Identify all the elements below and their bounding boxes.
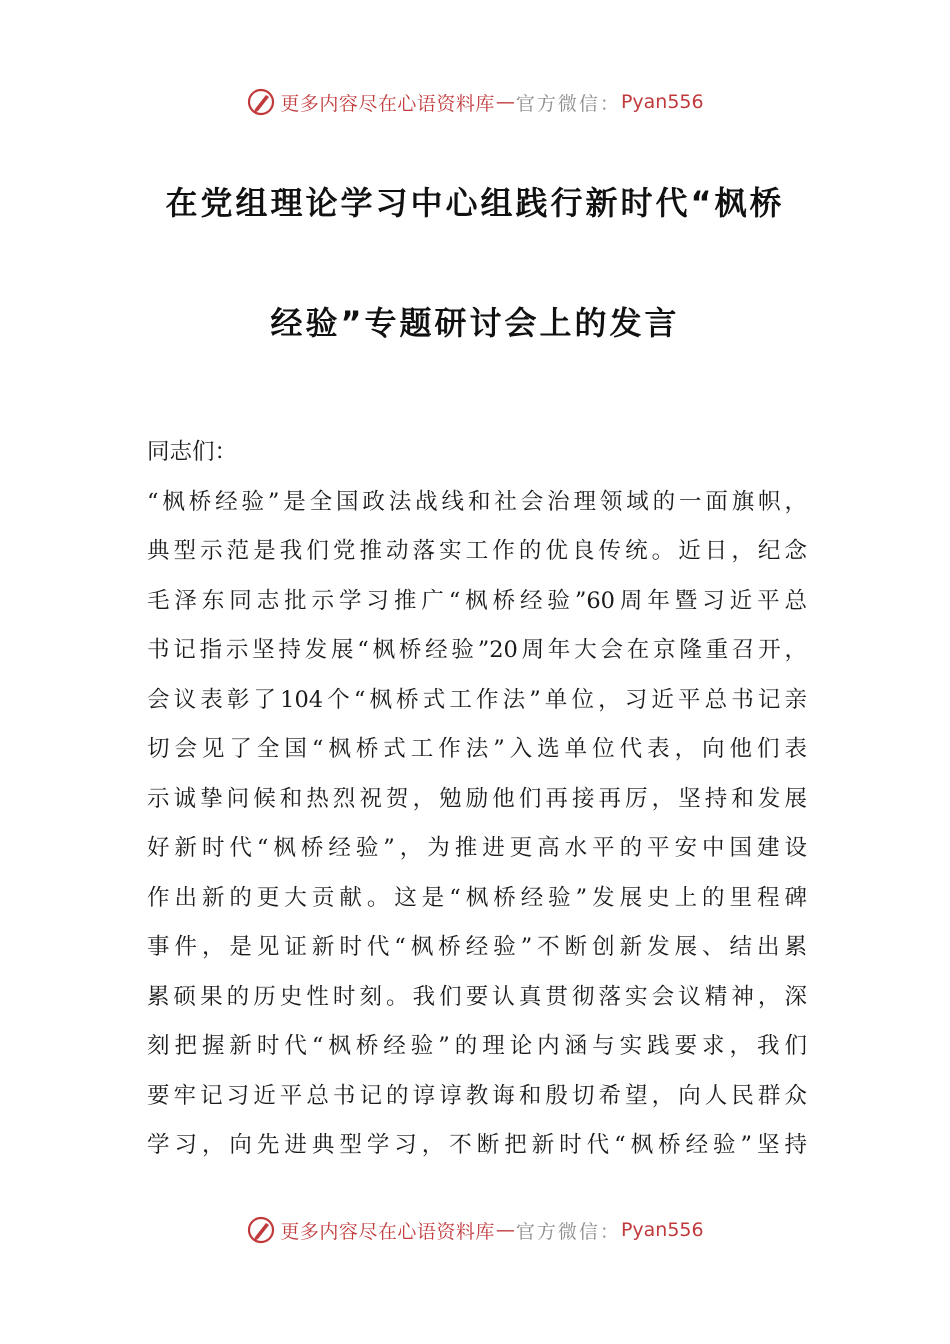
body-line: 事件，是见证新时代“枫桥经验”不断创新发展、结出累 <box>147 934 807 960</box>
body-line: 典型示范是我们党推动落实工作的优良传统。近日，纪念 <box>147 538 807 564</box>
header-watermark <box>0 82 950 122</box>
body-line: 会议表彰了104个“枫桥式工作法”单位，习近平总书记亲 <box>147 686 807 713</box>
body-line: 毛泽东同志批示学习推广“枫桥经验”60周年暨习近平总 <box>147 587 807 614</box>
body-line: 要牢记习近平总书记的谆谆教诲和殷切希望，向人民群众 <box>147 1082 807 1109</box>
body-line: 刻把握新时代“枫桥经验”的理论内涵与实践要求，我们 <box>147 1033 807 1059</box>
watermark-site-text: 更多内容尽在心语资料库 <box>280 1220 495 1243</box>
body-line: 示诚挚问候和热烈祝贺，勉励他们再接再厉，坚持和发展 <box>147 785 807 812</box>
watermark-account-label: 官方微信： <box>515 1220 621 1243</box>
body-line: “枫桥经验”是全国政法战线和社会治理领域的一面旗帜， <box>147 488 807 515</box>
document-title-line-1: 在党组理论学习中心组践行新时代“枫桥 <box>165 184 785 222</box>
document-title-line-2: 经验”专题研讨会上的发言 <box>270 304 680 342</box>
body-line: 作出新的更大贡献。这是“枫桥经验”发展史上的里程碑 <box>147 884 807 911</box>
watermark-account-id: Pyan556 <box>620 91 704 113</box>
watermark-account-id: Pyan556 <box>620 1219 704 1241</box>
body-line: 累硕果的历史性时刻。我们要认真贯彻落实会议精神，深 <box>147 983 807 1010</box>
body-line: 学习，向先进典型学习，不断把新时代“枫桥经验”坚持 <box>147 1132 807 1158</box>
watermark-dash: — <box>495 1219 515 1241</box>
footer-watermark <box>0 1210 950 1250</box>
document-body <box>147 428 807 1171</box>
body-line: 书记指示坚持发展“枫桥经验”20周年大会在京隆重召开， <box>147 637 807 663</box>
watermark-dash: — <box>495 91 515 113</box>
pen-logo-icon <box>246 87 276 117</box>
watermark-site-text: 更多内容尽在心语资料库 <box>280 92 495 115</box>
watermark-account-label: 官方微信： <box>515 92 621 115</box>
body-line: 切会见了全国“枫桥式工作法”入选单位代表，向他们表 <box>147 736 807 762</box>
body-line: 好新时代“枫桥经验”，为推进更高水平的平安中国建设 <box>147 835 807 861</box>
pen-logo-icon <box>246 1215 276 1245</box>
salutation: 同志们： <box>147 439 238 465</box>
